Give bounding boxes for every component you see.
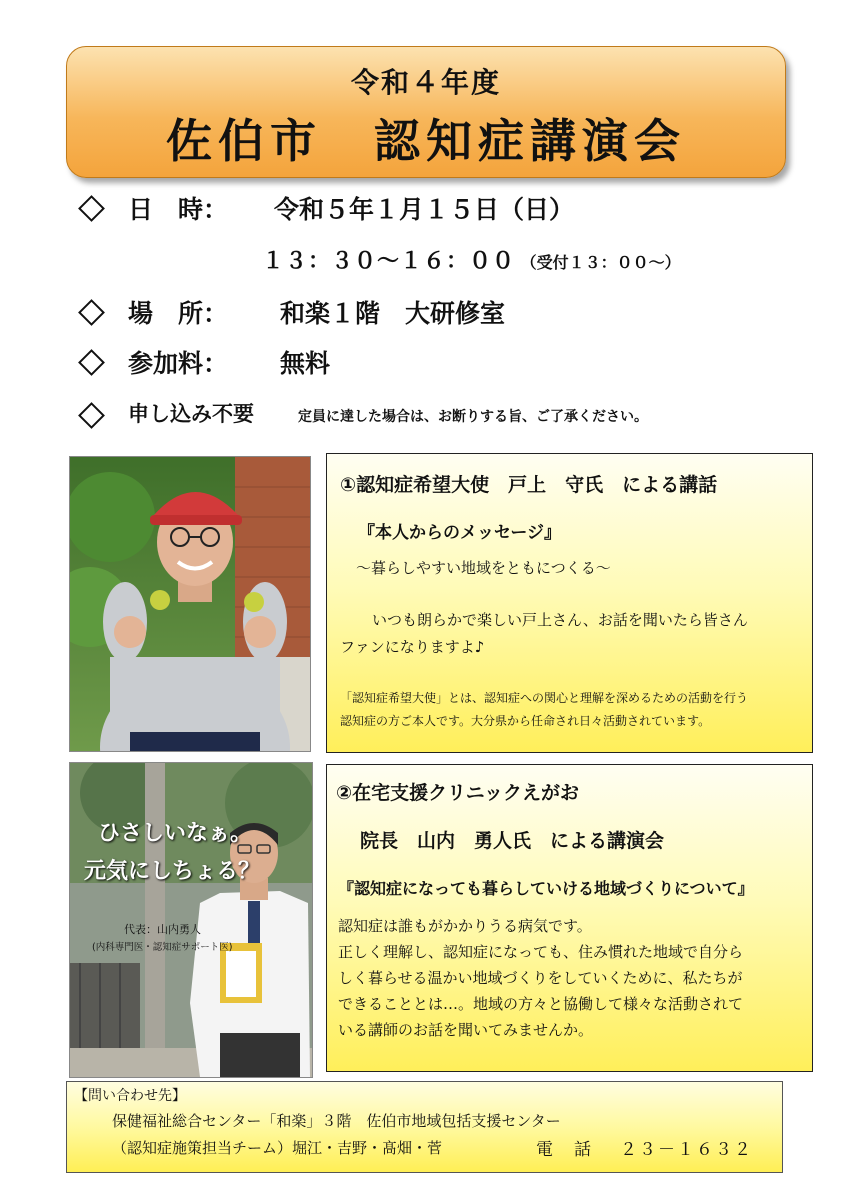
speaker2-desc-line3: しく暮らせる温かい地域づくりをしていくために、私たちが xyxy=(338,969,743,987)
contact-label: 【問い合わせ先】 xyxy=(74,1088,186,1104)
diamond-bullet-icon xyxy=(78,349,105,376)
date-value: 令和５年１月１５日（日） xyxy=(274,195,575,224)
application-note: 定員に達した場合は、お断りする旨、ご了承ください。 xyxy=(298,409,648,425)
speaker2-subheading: 院長 山内 勇人氏 による講演会 xyxy=(360,830,665,852)
title-banner xyxy=(66,46,786,178)
photo-caption-line2: 元気にしちょる？ xyxy=(84,859,261,884)
speaker2-desc-line2: 正しく理解し、認知症になっても、住み慣れた地域で自分ら xyxy=(338,943,744,961)
speaker1-photo xyxy=(69,456,311,752)
diamond-bullet-icon xyxy=(78,299,105,326)
speaker1-note-line2: 認知症の方ご本人です。大分県から任命され日々活動されています。 xyxy=(340,714,711,728)
reception-time: （受付１３：００～） xyxy=(520,253,681,272)
speaker2-heading: ②在宅支援クリニックえがお xyxy=(336,782,579,804)
photo-name: 代表：山内勇人 xyxy=(124,923,201,936)
page-title: 佐伯市 認知症講演会 xyxy=(166,114,686,168)
photo-role: (内科専門医・認知症サポート医) xyxy=(92,942,233,953)
contact-line2: （認知症施策担当チーム）堀江・吉野・髙畑・菅 xyxy=(112,1139,443,1157)
fee-label: 参加料： xyxy=(128,349,229,378)
speaker2-desc-line5: いる講師のお話を聞いてみませんか。 xyxy=(338,1021,594,1039)
place-value: 和楽１階 大研修室 xyxy=(280,299,506,328)
speaker1-talk-title: 『本人からのメッセージ』 xyxy=(358,523,561,543)
fiscal-year: 令和４年度 xyxy=(350,66,501,99)
phone-number: ２３－１６３２ xyxy=(620,1140,753,1160)
application-label: 申し込み不要 xyxy=(128,402,254,426)
speaker2-talk-title: 『認知症になっても暮らしていける地域づくりについて』 xyxy=(338,879,754,898)
speaker2-desc-line1: 認知症は誰もがかかりうる病気です。 xyxy=(338,917,592,935)
diamond-bullet-icon xyxy=(78,195,105,222)
speaker2-photo xyxy=(69,762,313,1078)
phone-label: 電 話 xyxy=(536,1140,593,1160)
place-label: 場 所： xyxy=(128,299,229,328)
speaker1-subtitle: ～暮らしやすい地域をともにつくる～ xyxy=(356,559,611,577)
fee-value: 無料 xyxy=(280,349,331,378)
event-time xyxy=(262,244,681,275)
date-label: 日 時： xyxy=(128,195,229,224)
speaker1-box xyxy=(326,453,813,753)
diamond-bullet-icon xyxy=(78,402,105,429)
time-value: １３：３０～１６：００ xyxy=(262,249,516,274)
speaker1-desc-line2: ファンになりますよ♪ xyxy=(340,638,485,656)
speaker1-desc-line1: いつも朗らかで楽しい戸上さん、お話を聞いたら皆さん xyxy=(372,611,748,629)
speaker2-desc-line4: できることとは…。地域の方々と協働して様々な活動されて xyxy=(338,995,744,1013)
speaker1-note-line1: 「認知症希望大使」とは、認知症への関心と理解を深めるための活動を行う xyxy=(340,691,749,705)
photo-caption-line1: ひさしいなぁ。 xyxy=(98,821,253,846)
contact-line1: 保健福祉総合センター「和楽」３階 佐伯市地域包括支援センター xyxy=(112,1112,561,1130)
speaker1-heading: ①認知症希望大使 戸上 守氏 による講話 xyxy=(340,474,718,496)
